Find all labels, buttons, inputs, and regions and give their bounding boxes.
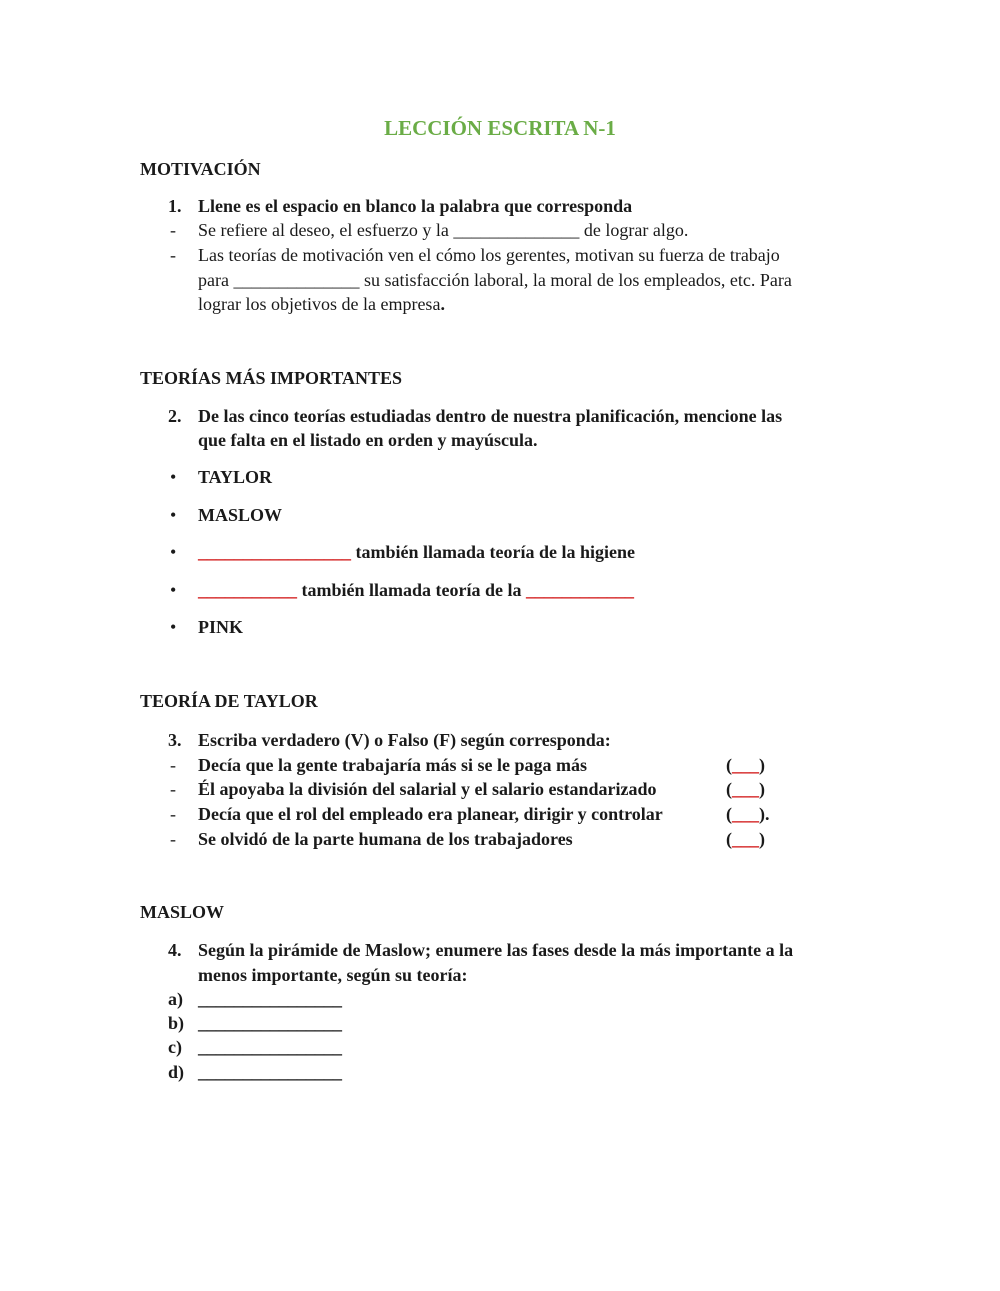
tf-statement-3: Decía que el rol del empleado era planear, dirigir y controlar: [198, 804, 663, 824]
bullet-icon: •: [170, 580, 177, 600]
q1-line1-text-b: de lograr algo.: [583, 220, 689, 240]
theory-item-3: [198, 542, 635, 563]
open-paren: (: [726, 804, 732, 824]
tf-blank-4[interactable]: ___: [732, 829, 759, 849]
close-paren: ): [759, 779, 765, 799]
open-paren: (: [726, 829, 732, 849]
q1-line-4: [198, 294, 445, 315]
answer-letter-d: d): [168, 1062, 185, 1082]
question-3-text: Escriba verdadero (V) o Falso (F) según corresponda:: [198, 730, 611, 750]
bullet-icon: •: [170, 617, 177, 637]
theory-blank-4a[interactable]: ___________: [198, 580, 297, 600]
open-paren: (: [726, 755, 732, 775]
dash-marker: -: [170, 220, 176, 240]
q1-line-1: [198, 220, 688, 241]
tf-end-3: .: [765, 804, 770, 824]
bullet-icon: •: [170, 505, 177, 525]
tf-answer-3[interactable]: [726, 804, 770, 825]
answer-letter-a: a): [168, 989, 183, 1009]
q1-line-2: Las teorías de motivación ven el cómo los gerentes, motivan su fuerza de trabajo: [198, 245, 780, 265]
section-heading-motivacion: MOTIVACIÓN: [140, 159, 261, 179]
dash-marker: -: [170, 804, 176, 824]
q1-line4-text: lograr los objetivos de la empresa: [198, 294, 441, 314]
q1-line4-period: .: [440, 294, 445, 314]
dash-marker: -: [170, 779, 176, 799]
theory-item-pink: PINK: [198, 617, 243, 637]
q1-line3-text-b: su satisfacción laboral, la moral de los empleados, etc. Para: [363, 270, 792, 290]
tf-blank-3[interactable]: ___: [732, 804, 759, 824]
open-paren: (: [726, 779, 732, 799]
theory-blank-4b[interactable]: ____________: [525, 580, 634, 600]
tf-statement-1: Decía que la gente trabajaría más si se le paga más: [198, 755, 587, 775]
bullet-icon: •: [170, 542, 177, 562]
theory-blank-3[interactable]: _________________: [198, 542, 351, 562]
q1-line-3: [198, 270, 792, 291]
tf-answer-2[interactable]: [726, 779, 765, 800]
q1-line3-text-a: para: [198, 270, 229, 290]
theory-item-4: [198, 580, 634, 601]
close-paren: ): [759, 755, 765, 775]
maslow-blank-d[interactable]: ________________: [198, 1062, 342, 1082]
dash-marker: -: [170, 755, 176, 775]
tf-statement-4: Se olvidó de la parte humana de los trabajadores: [198, 829, 573, 849]
maslow-blank-b[interactable]: ________________: [198, 1013, 342, 1033]
tf-blank-1[interactable]: ___: [732, 755, 759, 775]
theory-item-3-text: también llamada teoría de la higiene: [355, 542, 635, 562]
section-heading-taylor: TEORÍA DE TAYLOR: [140, 691, 318, 711]
q1-blank-1[interactable]: ______________: [453, 220, 580, 240]
question-number-1: 1.: [168, 196, 182, 216]
section-heading-maslow: MASLOW: [140, 902, 225, 922]
close-paren: ): [759, 829, 765, 849]
question-4-text-line-1: Según la pirámide de Maslow; enumere las fases desde la más importante a la: [198, 940, 794, 960]
tf-blank-2[interactable]: ___: [732, 779, 759, 799]
answer-letter-b: b): [168, 1013, 185, 1033]
page-title: LECCIÓN ESCRITA N-1: [384, 116, 616, 140]
question-4-text-line-2: menos importante, según su teoría:: [198, 965, 468, 985]
section-heading-teorias: TEORÍAS MÁS IMPORTANTES: [140, 368, 403, 388]
q1-line1-text-a: Se refiere al deseo, el esfuerzo y la: [198, 220, 449, 240]
question-number-2: 2.: [168, 406, 182, 426]
question-2-text-line-1: De las cinco teorías estudiadas dentro de nuestra planificación, mencione las: [198, 406, 783, 426]
theory-item-maslow: MASLOW: [198, 505, 283, 525]
question-number-3: 3.: [168, 730, 182, 750]
dash-marker: -: [170, 245, 176, 265]
tf-answer-4[interactable]: [726, 829, 765, 850]
close-paren: ): [759, 804, 765, 824]
question-2-text-line-2: que falta en el listado en orden y mayúscula.: [198, 430, 538, 450]
maslow-blank-a[interactable]: ________________: [198, 989, 342, 1009]
question-1-text: Llene es el espacio en blanco la palabra que corresponda: [198, 196, 633, 216]
bullet-icon: •: [170, 467, 177, 487]
theory-item-taylor: TAYLOR: [198, 467, 273, 487]
q1-blank-2[interactable]: ______________: [233, 270, 360, 290]
theory-item-4-text: también llamada teoría de la: [301, 580, 522, 600]
question-number-4: 4.: [168, 940, 182, 960]
dash-marker: -: [170, 829, 176, 849]
answer-letter-c: c): [168, 1037, 182, 1057]
maslow-blank-c[interactable]: ________________: [198, 1037, 342, 1057]
tf-statement-2: Él apoyaba la división del salarial y el salario estandarizado: [198, 779, 657, 799]
tf-answer-1[interactable]: [726, 755, 765, 776]
